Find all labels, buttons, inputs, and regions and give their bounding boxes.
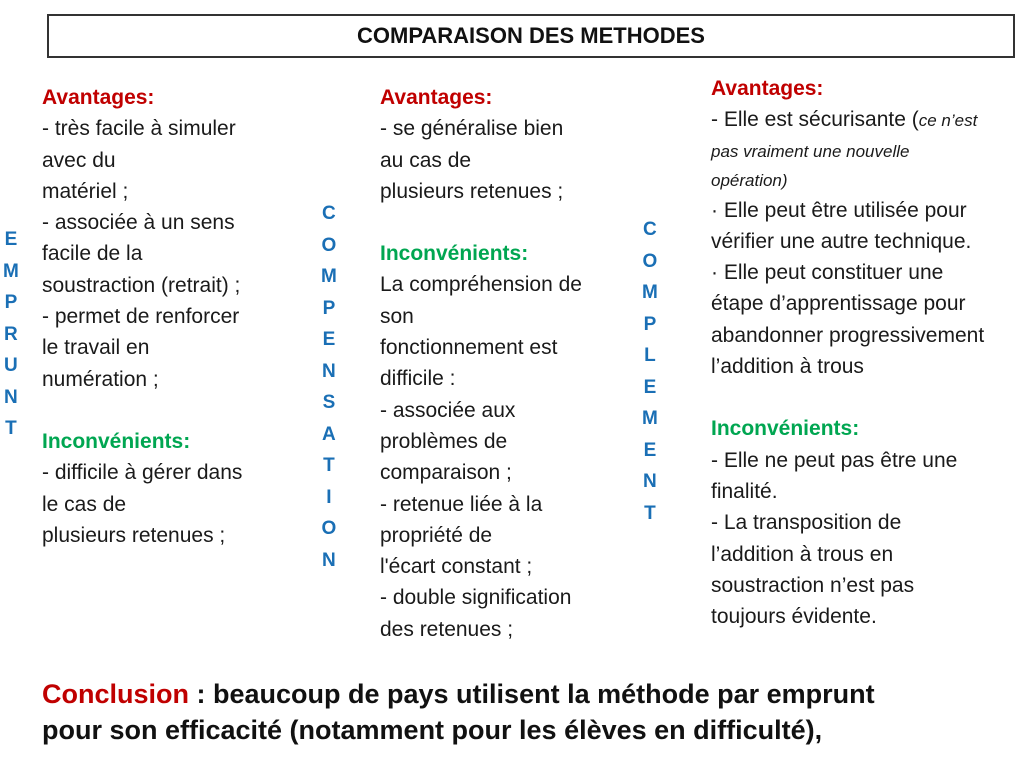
disadvantage-line: le cas de [42,492,127,516]
vertical-letter: O [321,234,337,256]
advantage-line: - se généralise bien [380,117,564,141]
advantage-line: - permet de renforcer [42,305,240,329]
disadvantage-line: - retenue liée à la [380,492,543,516]
advantages-heading: Avantages: [711,77,824,100]
vertical-letter: P [4,292,18,313]
advantage-line: l’addition à trous [711,355,864,379]
vertical-letter: E [4,229,18,250]
vertical-letter: E [643,376,657,398]
disadvantage-line: difficile : [380,367,456,391]
disadvantage-line: comparaison ; [380,461,512,485]
vertical-letter: T [323,455,335,476]
advantage-line: abandonner progressivement [711,323,985,347]
conclusion-line-2: pour son efficacité (notamment pour les élèves en difficulté), [42,715,823,745]
disadvantage-line: problèmes de [380,429,508,453]
advantage-line: soustraction (retrait) ; [42,273,241,297]
advantage-note: opération) [711,170,788,190]
vertical-letter: N [4,386,18,408]
advantage-line: plusieurs retenues ; [380,179,564,203]
vertical-letter: O [321,518,337,539]
column-emprunt [42,82,242,551]
vertical-label-compensation [321,198,337,576]
advantages-list [380,113,582,207]
vertical-letter: M [321,266,337,287]
disadvantage-line: fonctionnement est [380,336,558,360]
vertical-letter: U [4,355,18,376]
advantages-heading: Avantages: [42,86,155,109]
disadvantage-line: - double signification [380,586,572,610]
vertical-letter: M [642,282,658,303]
disadvantage-line: plusieurs retenues ; [42,523,226,547]
disadvantage-line: finalité. [711,479,778,503]
advantage-line: le travail en [42,336,150,360]
title-box [47,14,1015,58]
advantage-line: - très facile à simuler [42,117,236,141]
vertical-letter: O [642,250,658,272]
vertical-letter: A [322,423,336,445]
advantage-line: avec du [42,148,116,172]
disadvantages-heading: Inconvénients: [380,242,529,266]
vertical-letter: N [643,471,657,492]
disadvantage-line: l’addition à trous en [711,542,894,566]
vertical-letter: E [322,329,336,350]
conclusion-text-1: : beaucoup de pays utilisent la méthode par emprunt [189,679,875,709]
advantage-line [711,104,984,136]
vertical-letter: M [642,408,658,429]
vertical-letter: N [322,360,336,382]
disadvantage-line: toujours évidente. [711,605,877,629]
advantages-list [711,195,984,383]
vertical-letter: C [643,219,657,240]
disadvantage-line: - difficile à gérer dans [42,461,243,485]
vertical-letter: E [643,439,657,461]
advantages-list [42,113,242,395]
vertical-letter: N [322,549,336,571]
vertical-letter: L [644,345,656,366]
vertical-letter: P [322,297,336,319]
disadvantage-line: soustraction n’est pas [711,573,915,597]
vertical-letter: R [4,323,18,345]
disadvantages-heading: Inconvénients: [711,417,860,441]
advantage-line: · Elle peut être utilisée pour [711,198,967,222]
advantage-note: ce n’est [918,111,978,131]
conclusion-label: Conclusion [42,679,189,709]
advantage-note: pas vraiment une nouvelle [711,141,910,161]
advantage-line: numération ; [42,367,159,391]
disadvantage-line: l'écart constant ; [380,555,533,579]
vertical-letter: M [3,260,19,282]
advantages-heading: Avantages: [380,86,493,109]
advantage-line: matériel ; [42,179,129,203]
advantage-line: étape d’apprentissage pour [711,292,966,316]
vertical-letter: C [322,203,336,224]
disadvantage-line: - associée aux [380,398,516,422]
advantage-line: · Elle peut constituer une [711,261,944,285]
advantage-line: vérifier une autre technique. [711,229,972,253]
disadvantages-list [380,269,582,645]
vertical-letter: I [326,486,332,508]
vertical-label-emprunt [3,224,19,445]
disadvantages-list [42,457,242,551]
advantage-text: - Elle est sécurisante ( [711,108,919,132]
advantage-line: facile de la [42,242,143,266]
conclusion-line-1 [42,676,1012,712]
advantage-line: - associée à un sens [42,211,235,235]
disadvantages-heading: Inconvénients: [42,429,191,453]
disadvantage-line: propriété de [380,523,493,547]
disadvantage-line: La compréhension de [380,273,582,297]
vertical-label-complement [642,214,658,529]
disadvantages-list [711,445,984,633]
disadvantage-line: des retenues ; [380,617,514,641]
column-complement [711,73,984,632]
advantage-line: au cas de [380,148,472,172]
vertical-letter: T [5,418,17,439]
disadvantage-line: - La transposition de [711,511,902,535]
disadvantage-line: son [380,304,414,328]
page-title: COMPARAISON DES METHODES [357,23,705,48]
column-compensation [380,82,582,645]
disadvantage-line: - Elle ne peut pas être une [711,448,958,472]
vertical-letter: T [644,502,656,524]
vertical-letter: P [643,313,657,335]
conclusion [42,676,1012,748]
vertical-letter: S [322,392,336,413]
